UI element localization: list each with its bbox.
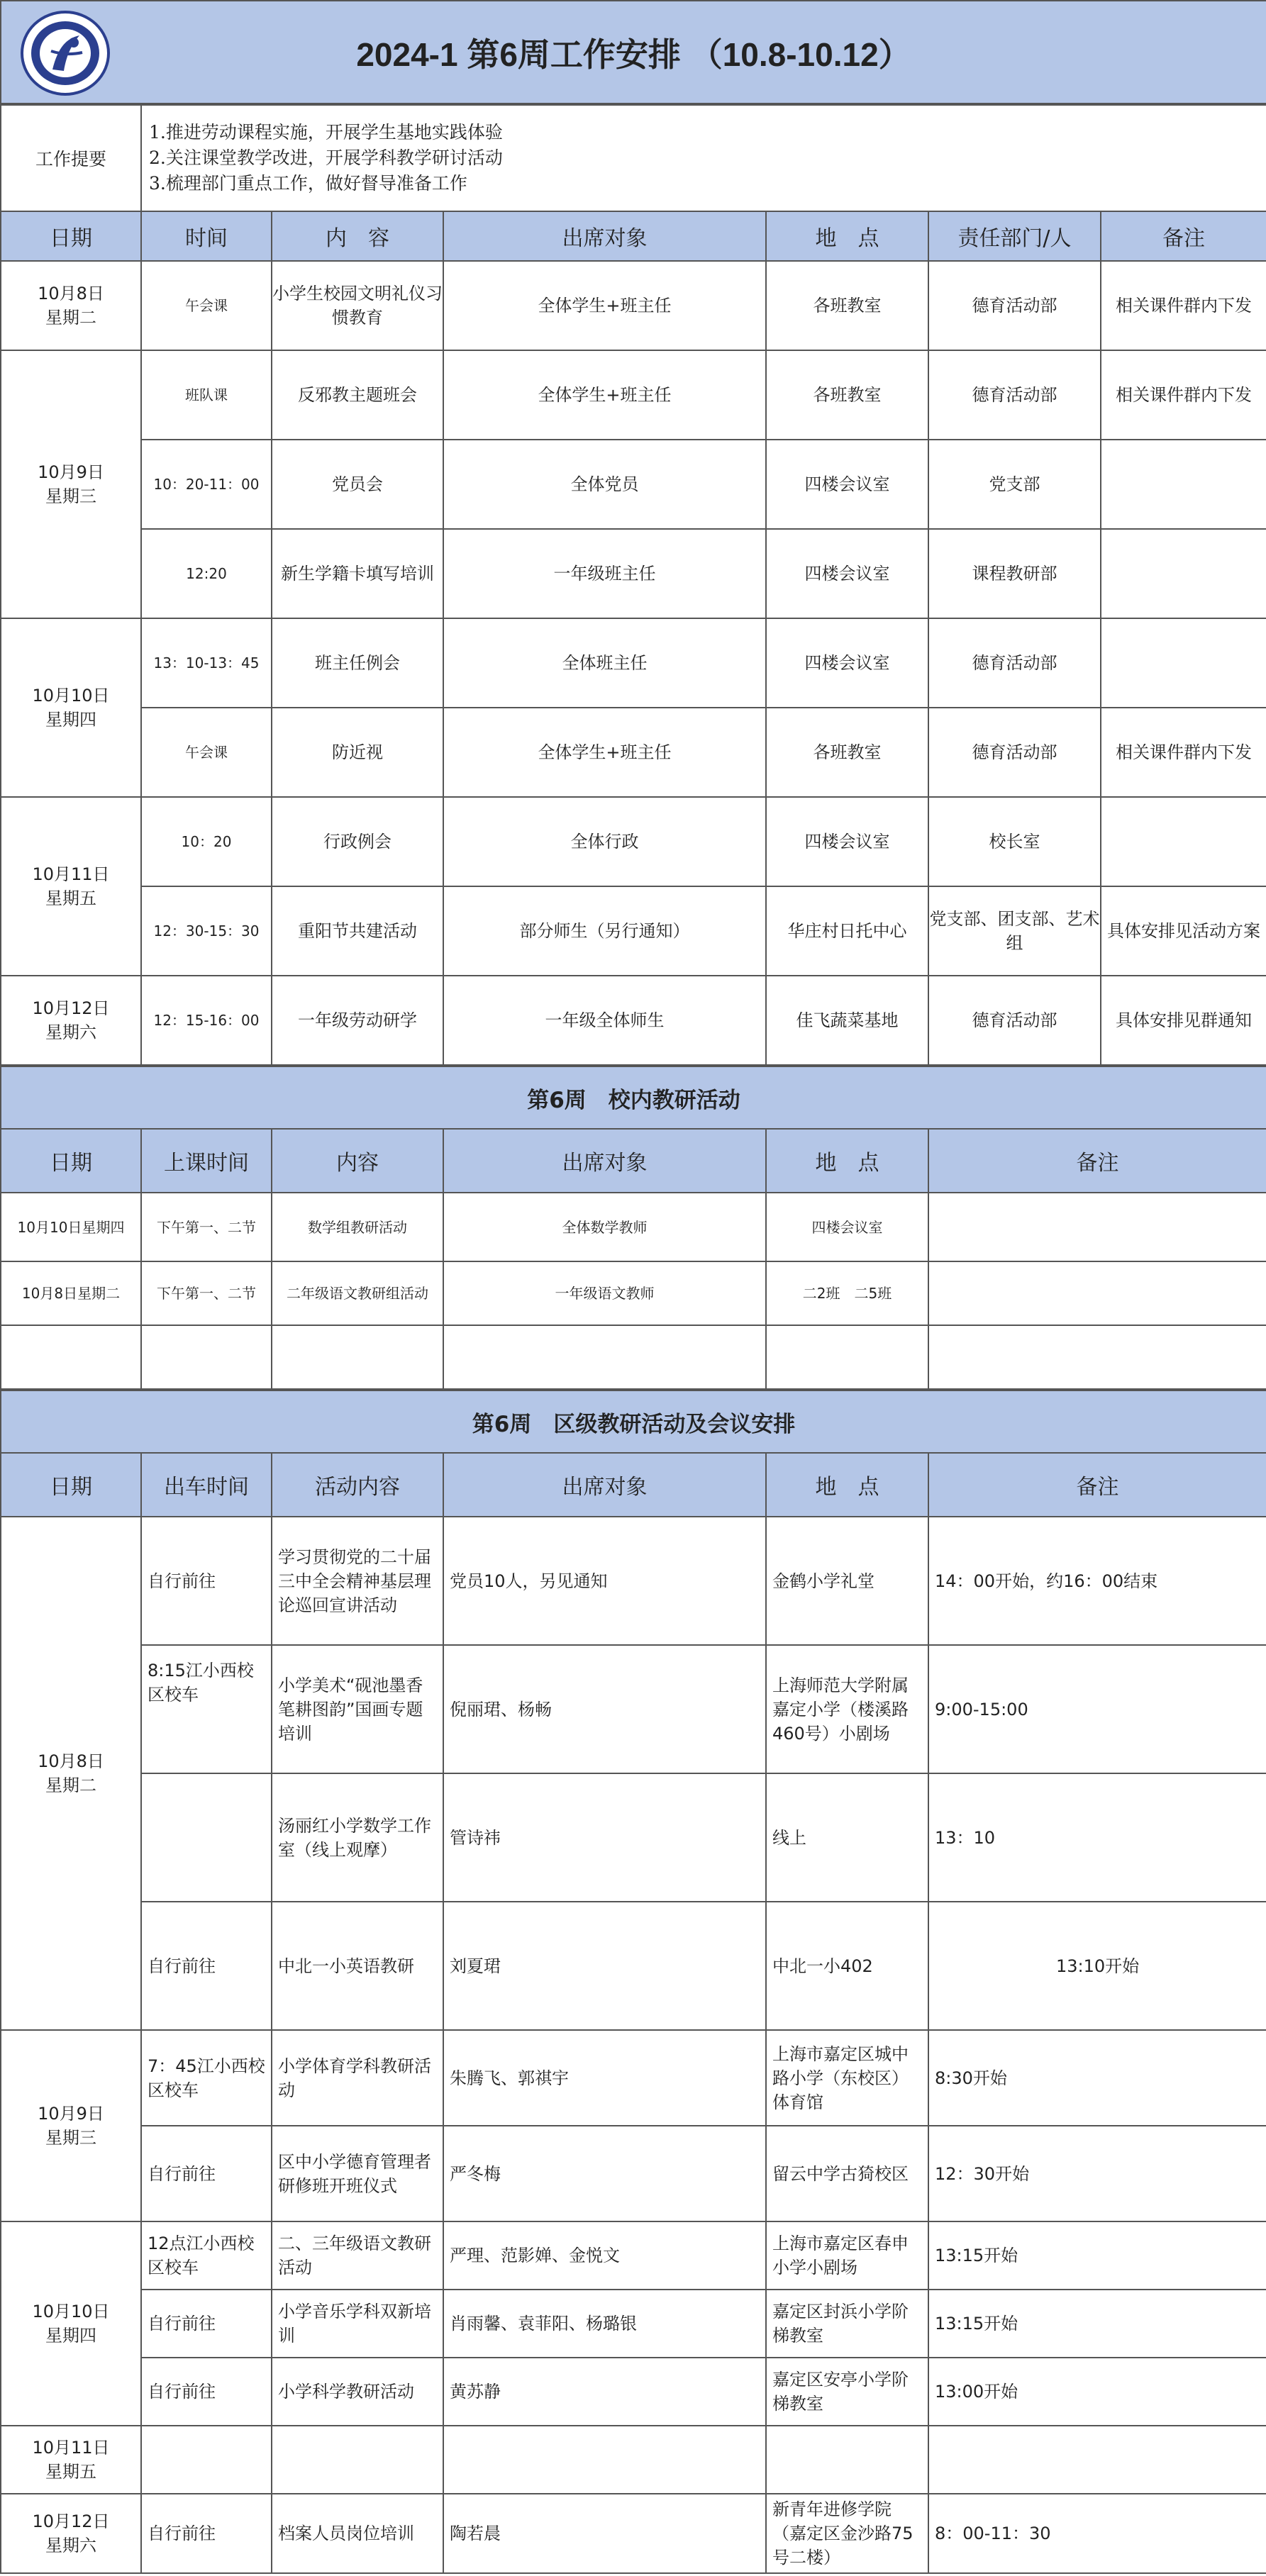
time-cell: 12：30-15：30 [141, 886, 272, 976]
attendees-cell: 黄苏静 [443, 2358, 766, 2426]
dept-cell: 德育活动部 [928, 708, 1101, 797]
location-cell [766, 2426, 928, 2494]
location-cell: 线上 [766, 1773, 928, 1902]
note-cell: 具体安排见活动方案 [1101, 886, 1266, 976]
section-title-row [1, 1066, 1266, 1129]
location-cell: 四楼会议室 [766, 797, 928, 886]
summary-label: 工作提要 [1, 105, 141, 211]
table-row [1, 708, 1266, 797]
time-cell: 自行前往 [141, 2126, 272, 2221]
content-cell: 汤丽红小学数学工作室（线上观摩） [272, 1773, 443, 1902]
date-text: 10月8日 [38, 1751, 104, 1771]
title-table [0, 0, 1266, 104]
attendees-cell: 全体学生+班主任 [443, 350, 766, 440]
summary-line: 3.梳理部门重点工作，做好督导准备工作 [149, 173, 467, 194]
table-row [1, 2426, 1266, 2494]
table-row [1, 440, 1266, 529]
column-header: 备注 [928, 1129, 1266, 1193]
date-cell [1, 2030, 141, 2221]
attendees-cell: 管诗祎 [443, 1773, 766, 1902]
time-cell: 下午第一、二节 [141, 1261, 272, 1325]
attendees-cell: 一年级班主任 [443, 529, 766, 618]
note-cell [1101, 797, 1266, 886]
date-text: 10月11日 [32, 2438, 110, 2458]
content-cell: 区中小学德育管理者研修班开班仪式 [272, 2126, 443, 2221]
attendees-cell: 陶若晨 [443, 2494, 766, 2573]
column-header: 地 点 [766, 1453, 928, 1517]
location-cell: 中北一小402 [766, 1902, 928, 2030]
table-row [1, 261, 1266, 350]
weekday-text: 星期三 [45, 2128, 96, 2148]
table-row [1, 1645, 1266, 1773]
summary-line: 1.推进劳动课程实施，开展学生基地实践体验 [149, 122, 503, 143]
attendees-cell: 严冬梅 [443, 2126, 766, 2221]
content-cell: 一年级劳动研学 [272, 976, 443, 1065]
date-cell: 10月10日星期四 [1, 1193, 141, 1261]
weekday-text: 星期五 [45, 2462, 96, 2482]
content-cell: 中北一小英语教研 [272, 1902, 443, 2030]
time-cell: 12：15-16：00 [141, 976, 272, 1065]
note-cell: 具体安排见群通知 [1101, 976, 1266, 1065]
attendees-cell: 倪丽珺、杨畅 [443, 1645, 766, 1773]
weekly-header-row [1, 211, 1266, 261]
table-row [1, 1773, 1266, 1902]
table-row [1, 529, 1266, 618]
location-cell: 嘉定区安亭小学阶梯教室 [766, 2358, 928, 2426]
column-header: 内容 [272, 1129, 443, 1193]
district-activities-table [0, 1390, 1266, 2574]
column-header: 日期 [1, 211, 141, 261]
dept-cell: 党支部 [928, 440, 1101, 529]
empty-cell [766, 1325, 928, 1389]
column-header: 出席对象 [443, 1129, 766, 1193]
content-cell: 档案人员岗位培训 [272, 2494, 443, 2573]
column-header: 出席对象 [443, 1453, 766, 1517]
time-cell: 自行前往 [141, 1902, 272, 2030]
table-row [1, 2358, 1266, 2426]
content-cell: 小学科学教研活动 [272, 2358, 443, 2426]
attendees-cell: 一年级语文教师 [443, 1261, 766, 1325]
note-cell: 13：10 [928, 1773, 1266, 1902]
attendees-cell: 严理、范影婵、金悦文 [443, 2221, 766, 2290]
column-header: 出车时间 [141, 1453, 272, 1517]
location-cell: 四楼会议室 [766, 440, 928, 529]
empty-cell [141, 1325, 272, 1389]
table-row [1, 2221, 1266, 2290]
attendees-cell: 全体学生+班主任 [443, 708, 766, 797]
time-cell: 午会课 [141, 261, 272, 350]
content-cell: 小学生校园文明礼仪习惯教育 [272, 261, 443, 350]
content-cell: 学习贯彻党的二十届三中全会精神基层理论巡回宣讲活动 [272, 1517, 443, 1645]
attendees-cell: 一年级全体师生 [443, 976, 766, 1065]
content-cell: 小学音乐学科双新培训 [272, 2290, 443, 2358]
location-cell: 留云中学古猗校区 [766, 2126, 928, 2221]
attendees-cell: 全体党员 [443, 440, 766, 529]
summary-line: 2.关注课堂教学改进，开展学科教学研讨活动 [149, 147, 503, 168]
content-cell: 行政例会 [272, 797, 443, 886]
column-header: 时间 [141, 211, 272, 261]
note-cell: 相关课件群内下发 [1101, 350, 1266, 440]
location-cell: 各班教室 [766, 261, 928, 350]
attendees-cell: 全体班主任 [443, 618, 766, 708]
attendees-cell: 部分师生（另行通知） [443, 886, 766, 976]
date-text: 10月9日 [38, 2104, 104, 2124]
table-row [1, 797, 1266, 886]
content-cell [272, 2426, 443, 2494]
note-cell [1101, 529, 1266, 618]
date-cell [1, 350, 141, 618]
empty-cell [1, 1325, 141, 1389]
page-title: 2024-1 第6周工作安排 （10.8-10.12） [356, 35, 911, 73]
weekday-text: 星期三 [45, 486, 96, 506]
dept-cell: 德育活动部 [928, 976, 1101, 1065]
weekday-text: 星期四 [45, 2326, 96, 2346]
attendees-cell [443, 2426, 766, 2494]
date-text: 10月11日 [32, 864, 110, 884]
date-cell [1, 2426, 141, 2494]
column-header: 活动内容 [272, 1453, 443, 1517]
time-cell: 12:20 [141, 529, 272, 618]
dept-cell: 德育活动部 [928, 618, 1101, 708]
note-cell [928, 1193, 1266, 1261]
empty-cell [443, 1325, 766, 1389]
column-header: 内 容 [272, 211, 443, 261]
date-text: 10月12日 [32, 998, 110, 1018]
date-cell [1, 2494, 141, 2573]
date-cell: 10月8日星期二 [1, 1261, 141, 1325]
table-row [1, 2126, 1266, 2221]
title-band [1, 1, 1266, 104]
note-cell [1101, 440, 1266, 529]
content-cell: 小学美术“砚池墨香 笔耕图韵”国画专题培训 [272, 1645, 443, 1773]
table-row [1, 2494, 1266, 2573]
location-cell: 嘉定区封浜小学阶梯教室 [766, 2290, 928, 2358]
dept-cell: 德育活动部 [928, 261, 1101, 350]
time-cell: 7：45江小西校区校车 [141, 2030, 272, 2126]
location-cell: 新青年进修学院（嘉定区金沙路75号二楼） [766, 2494, 928, 2573]
location-cell: 上海师范大学附属嘉定小学（楼溪路460号）小剧场 [766, 1645, 928, 1773]
location-cell: 上海市嘉定区城中路小学（东校区）体育馆 [766, 2030, 928, 2126]
time-cell: 自行前往 [141, 2494, 272, 2573]
attendees-cell: 朱腾飞、郭祺宇 [443, 2030, 766, 2126]
table-row [1, 2030, 1266, 2126]
date-cell [1, 618, 141, 797]
date-cell [1, 1517, 141, 2030]
location-cell: 华庄村日托中心 [766, 886, 928, 976]
note-cell: 14：00开始，约16：00结束 [928, 1517, 1266, 1645]
research-header-row [1, 1129, 1266, 1193]
section-title-row [1, 1390, 1266, 1453]
time-cell: 下午第一、二节 [141, 1193, 272, 1261]
date-text: 10月12日 [32, 2511, 110, 2531]
content-cell: 防近视 [272, 708, 443, 797]
attendees-cell: 肖雨馨、袁菲阳、杨璐银 [443, 2290, 766, 2358]
time-cell: 8:15江小西校区校车 [141, 1645, 272, 1773]
time-cell: 13：10-13：45 [141, 618, 272, 708]
weekday-text: 星期四 [45, 710, 96, 730]
column-header: 上课时间 [141, 1129, 272, 1193]
column-header: 备注 [928, 1453, 1266, 1517]
table-row [1, 1261, 1266, 1325]
note-cell [928, 1261, 1266, 1325]
date-text: 10月10日 [32, 686, 110, 706]
dept-cell: 校长室 [928, 797, 1101, 886]
time-cell: 自行前往 [141, 2290, 272, 2358]
column-header: 日期 [1, 1453, 141, 1517]
attendees-cell: 全体数学教师 [443, 1193, 766, 1261]
time-cell: 班队课 [141, 350, 272, 440]
content-cell: 班主任例会 [272, 618, 443, 708]
time-cell: 12点江小西校区校车 [141, 2221, 272, 2290]
weekday-text: 星期六 [45, 2536, 96, 2555]
time-cell: 10：20 [141, 797, 272, 886]
note-cell: 13:15开始 [928, 2290, 1266, 2358]
attendees-cell: 全体行政 [443, 797, 766, 886]
location-cell: 佳飞蔬菜基地 [766, 976, 928, 1065]
time-cell [141, 1773, 272, 1902]
content-cell: 二年级语文教研组活动 [272, 1261, 443, 1325]
school-logo-icon [20, 10, 111, 96]
school-research-table [0, 1066, 1266, 1390]
date-cell [1, 261, 141, 350]
time-cell: 午会课 [141, 708, 272, 797]
column-header: 日期 [1, 1129, 141, 1193]
attendees-cell: 党员10人，另见通知 [443, 1517, 766, 1645]
summary-row [1, 105, 1266, 211]
date-text: 10月9日 [38, 462, 104, 482]
table-row [1, 886, 1266, 976]
location-cell: 金鹤小学礼堂 [766, 1517, 928, 1645]
content-cell: 小学体育学科教研活动 [272, 2030, 443, 2126]
table-row [1, 2290, 1266, 2358]
district-header-row [1, 1453, 1266, 1517]
dept-cell: 课程教研部 [928, 529, 1101, 618]
time-cell: 自行前往 [141, 1517, 272, 1645]
weekday-text: 星期二 [45, 1775, 96, 1795]
column-header: 备注 [1101, 211, 1266, 261]
content-cell: 二、三年级语文教研活动 [272, 2221, 443, 2290]
note-cell [1101, 618, 1266, 708]
content-cell: 反邪教主题班会 [272, 350, 443, 440]
table-row [1, 976, 1266, 1065]
weekday-text: 星期六 [45, 1022, 96, 1042]
content-cell: 数学组教研活动 [272, 1193, 443, 1261]
location-cell: 四楼会议室 [766, 618, 928, 708]
note-cell: 12：30开始 [928, 2126, 1266, 2221]
section-title: 第6周 区级教研活动及会议安排 [1, 1390, 1266, 1453]
location-cell: 二2班 二5班 [766, 1261, 928, 1325]
summary-content [141, 105, 1266, 211]
table-row [1, 618, 1266, 708]
date-text: 10月8日 [38, 284, 104, 303]
note-cell: 9:00-15:00 [928, 1645, 1266, 1773]
section-title: 第6周 校内教研活动 [1, 1066, 1266, 1129]
date-cell [1, 797, 141, 976]
empty-cell [272, 1325, 443, 1389]
location-cell: 各班教室 [766, 350, 928, 440]
location-cell: 四楼会议室 [766, 529, 928, 618]
attendees-cell: 全体学生+班主任 [443, 261, 766, 350]
note-cell [928, 2426, 1266, 2494]
attendees-cell: 刘夏珺 [443, 1902, 766, 2030]
table-row [1, 1517, 1266, 1645]
note-cell: 13:00开始 [928, 2358, 1266, 2426]
time-cell: 10：20-11：00 [141, 440, 272, 529]
location-cell: 四楼会议室 [766, 1193, 928, 1261]
table-row [1, 1902, 1266, 2030]
location-cell: 上海市嘉定区春申小学小剧场 [766, 2221, 928, 2290]
table-row [1, 350, 1266, 440]
weekly-schedule-table [0, 104, 1266, 1066]
content-cell: 党员会 [272, 440, 443, 529]
column-header: 地 点 [766, 1129, 928, 1193]
note-cell: 相关课件群内下发 [1101, 708, 1266, 797]
note-cell: 13:15开始 [928, 2221, 1266, 2290]
column-header: 地 点 [766, 211, 928, 261]
weekday-text: 星期二 [45, 308, 96, 328]
note-cell: 8:30开始 [928, 2030, 1266, 2126]
date-cell [1, 2221, 141, 2426]
date-cell [1, 976, 141, 1065]
column-header: 出席对象 [443, 211, 766, 261]
table-row [1, 1325, 1266, 1389]
dept-cell: 党支部、团支部、艺术组 [928, 886, 1101, 976]
table-row [1, 1193, 1266, 1261]
column-header: 责任部门/人 [928, 211, 1101, 261]
empty-cell [928, 1325, 1266, 1389]
note-cell: 相关课件群内下发 [1101, 261, 1266, 350]
note-cell: 8：00-11：30 [928, 2494, 1266, 2573]
note-cell: 13:10开始 [928, 1902, 1266, 2030]
content-cell: 重阳节共建活动 [272, 886, 443, 976]
content-cell: 新生学籍卡填写培训 [272, 529, 443, 618]
date-text: 10月10日 [32, 2302, 110, 2321]
weekday-text: 星期五 [45, 888, 96, 908]
time-cell [141, 2426, 272, 2494]
dept-cell: 德育活动部 [928, 350, 1101, 440]
location-cell: 各班教室 [766, 708, 928, 797]
time-cell: 自行前往 [141, 2358, 272, 2426]
